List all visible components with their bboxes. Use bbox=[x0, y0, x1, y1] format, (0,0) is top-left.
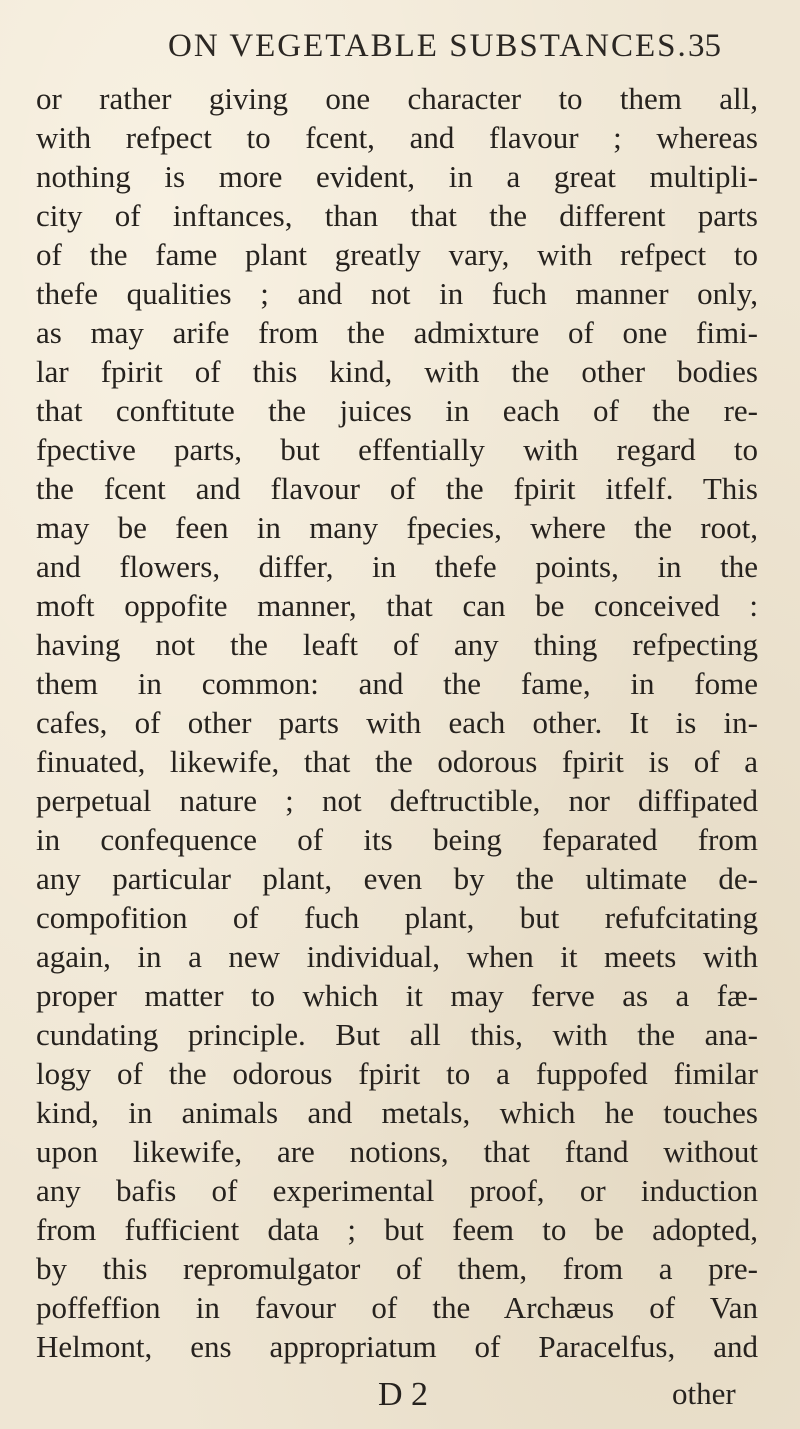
catchword: other bbox=[672, 1376, 736, 1411]
text-line: by this repromulgator of them, from a pre- bbox=[36, 1251, 758, 1286]
text-line: may be feen in many fpecies, where the root, bbox=[36, 510, 758, 545]
page-number: 35 bbox=[688, 28, 721, 64]
text-line: them in common: and the fame, in fome bbox=[36, 666, 758, 701]
text-line: cafes, of other parts with each other. It is in- bbox=[36, 705, 758, 740]
running-head-title: ON VEGETABLE SUBSTANCES. bbox=[168, 28, 688, 64]
text-line: Helmont, ens appropriatum of Paracelfus, and bbox=[36, 1329, 758, 1364]
text-line: kind, in animals and metals, which he touches bbox=[36, 1095, 758, 1130]
text-line: upon likewife, are notions, that ftand without bbox=[36, 1134, 758, 1169]
text-line: any particular plant, even by the ultimate de- bbox=[36, 861, 758, 896]
text-line: proper matter to which it may ferve as a fæ- bbox=[36, 978, 758, 1013]
text-line: poffeffion in favour of the Archæus of Van bbox=[36, 1290, 758, 1325]
text-line: and flowers, differ, in thefe points, in the bbox=[36, 549, 758, 584]
text-line: logy of the odorous fpirit to a fuppofed fimilar bbox=[36, 1056, 758, 1091]
text-line: any bafis of experimental proof, or induction bbox=[36, 1173, 758, 1208]
text-line: the fcent and flavour of the fpirit itfelf. This bbox=[36, 471, 758, 506]
text-line: of the fame plant greatly vary, with refpect to bbox=[36, 237, 758, 272]
text-line: as may arife from the admixture of one fimi- bbox=[36, 315, 758, 350]
text-line: fpective parts, but effentially with regard to bbox=[36, 432, 758, 467]
text-line: perpetual nature ; not deftructible, nor diffipated bbox=[36, 783, 758, 818]
text-line: having not the leaft of any thing refpecting bbox=[36, 627, 758, 662]
text-line: in confequence of its being feparated from bbox=[36, 822, 758, 857]
text-line: cundating principle. But all this, with the ana- bbox=[36, 1017, 758, 1052]
running-head bbox=[0, 28, 800, 68]
text-line: finuated, likewife, that the odorous fpirit is of a bbox=[36, 744, 758, 779]
text-line: from fufficient data ; but feem to be adopted, bbox=[36, 1212, 758, 1247]
page-footer bbox=[0, 1376, 800, 1416]
text-line: with refpect to fcent, and flavour ; whereas bbox=[36, 120, 758, 155]
text-line: nothing is more evident, in a great multipli- bbox=[36, 159, 758, 194]
text-line: thefe qualities ; and not in fuch manner only, bbox=[36, 276, 758, 311]
text-line: that conftitute the juices in each of the re- bbox=[36, 393, 758, 428]
text-line: moft oppofite manner, that can be conceived : bbox=[36, 588, 758, 623]
text-line: city of inftances, than that the different parts bbox=[36, 198, 758, 233]
signature-mark: D 2 bbox=[378, 1376, 429, 1413]
text-line: again, in a new individual, when it meets with bbox=[36, 939, 758, 974]
text-line: or rather giving one character to them all, bbox=[36, 81, 758, 116]
text-line: lar fpirit of this kind, with the other bodies bbox=[36, 354, 758, 389]
text-line: compofition of fuch plant, but refufcitating bbox=[36, 900, 758, 935]
